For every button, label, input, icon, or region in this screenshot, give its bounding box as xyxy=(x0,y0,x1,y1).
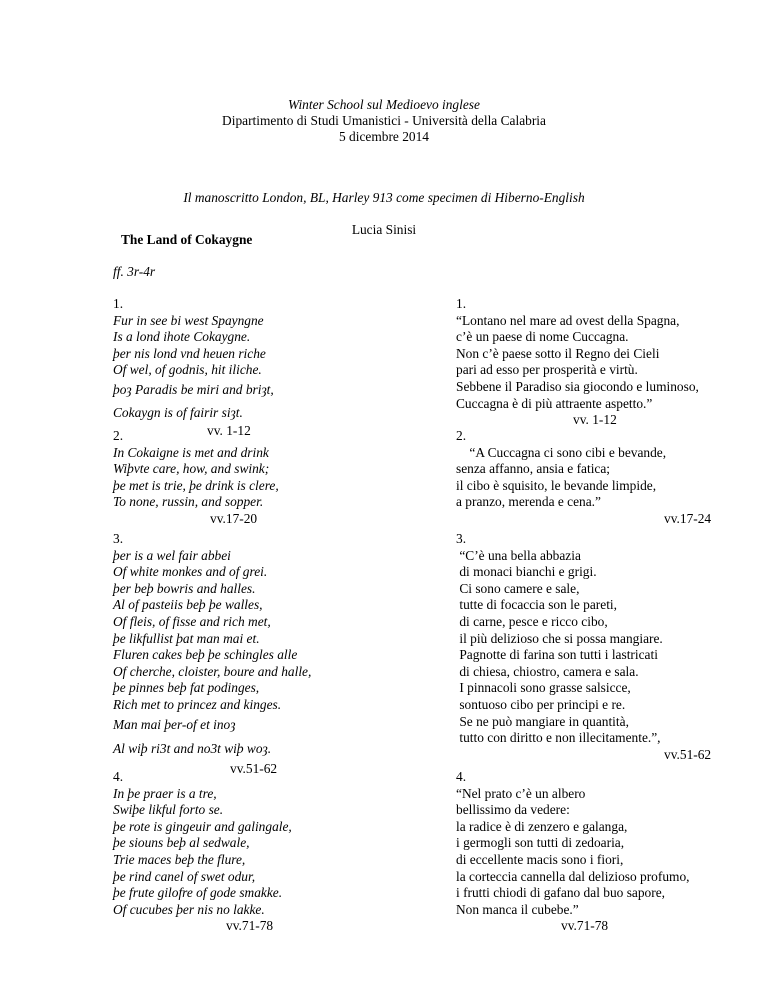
verse-line: Fur in see bi west Spayngne xyxy=(113,312,264,328)
verse-line: þer nis lond vnd heuen riche xyxy=(113,345,266,361)
translation-line: tutte di focaccia son le pareti, xyxy=(456,597,617,613)
verse-line: Wiþvte care, how, and swink; xyxy=(113,461,270,477)
stanza-number: 1. xyxy=(113,296,124,311)
translation-line: di carne, pesce e ricco cibo, xyxy=(456,613,608,629)
translation-line: senza affanno, ansia e fatica; xyxy=(456,461,611,477)
school-title: Winter School sul Medioevo inglese xyxy=(288,97,480,112)
translation-line: “A Cuccagna ci sono cibi e bevande, xyxy=(456,444,667,460)
verse-reference: vv.71-78 xyxy=(561,918,609,934)
verse-line: þoȝ Paradis be miri and briȝt, xyxy=(113,381,274,397)
translation-line: “Nel prato c’è un albero xyxy=(456,785,586,801)
author: Lucia Sinisi xyxy=(351,222,417,237)
stanza-number: 2. xyxy=(456,428,467,443)
translation-line: Cuccagna è di più attraente aspetto.” xyxy=(456,395,653,411)
folios: ff. 3r-4r xyxy=(113,264,156,279)
verse-line: Swiþe likful forto se. xyxy=(113,802,224,818)
translation-line: “Lontano nel mare ad ovest della Spagna, xyxy=(456,312,680,328)
verse-line: Fluren cakes beþ þe schingles alle xyxy=(113,647,298,663)
translation-line: tutto con diritto e non illecitamente.”, xyxy=(456,730,661,746)
translation-line: c’è un paese di nome Cuccagna. xyxy=(456,329,629,345)
verse-line: In þe praer is a tre, xyxy=(113,785,217,801)
date: 5 dicembre 2014 xyxy=(339,129,429,144)
stanza-2-original xyxy=(113,428,403,528)
translation-line: bellissimo da vedere: xyxy=(456,802,570,818)
verse-line: Of cherche, cloister, boure and halle, xyxy=(113,663,312,679)
verse-reference: vv.17-20 xyxy=(210,510,258,526)
poem-title: The Land of Cokaygne xyxy=(121,232,253,247)
verse-line: Of wel, of godnis, hit iliche. xyxy=(113,362,262,378)
translation-line: il cibo è squisito, le bevande limpide, xyxy=(456,477,657,493)
translation-line: Sebbene il Paradiso sia giocondo e luminoso, xyxy=(456,378,699,394)
translation-line: la radice è di zenzero e galanga, xyxy=(456,818,628,834)
translation-line: Non manca il cubebe.” xyxy=(456,901,579,917)
verse-line: þe rind canel of swet odur, xyxy=(113,868,256,884)
stanza-number: 3. xyxy=(113,531,124,546)
stanza-number: 1. xyxy=(456,296,467,311)
stanza-number: 2. xyxy=(113,428,124,443)
verse-line: Of fleis, of fisse and rich met, xyxy=(113,613,271,629)
verse-line: In Cokaigne is met and drink xyxy=(113,444,269,460)
verse-line: Of white monkes and of grei. xyxy=(113,564,268,580)
stanza-number: 4. xyxy=(113,769,124,784)
stanza-1-translation xyxy=(456,296,756,429)
lecture-subtitle: Il manoscritto London, BL, Harley 913 come specimen di Hiberno-English xyxy=(183,190,585,205)
translation-line: Ci sono camere e sale, xyxy=(456,580,580,596)
translation-line: “C’è una bella abbazia xyxy=(456,547,581,563)
verse-line: þe met is trie, þe drink is clere, xyxy=(113,477,279,493)
department: Dipartimento di Studi Umanistici - Università della Calabria xyxy=(222,113,546,128)
verse-reference: vv. 1-12 xyxy=(573,412,617,428)
stanza-2-translation xyxy=(456,428,756,528)
verse-line: To none, russin, and sopper. xyxy=(113,494,264,510)
translation-line: di eccellente macis sono i fiori, xyxy=(456,851,624,867)
verse-line: þe likfullist þat man mai et. xyxy=(113,630,260,646)
stanza-number: 3. xyxy=(456,531,467,546)
verse-line: Al wiþ ri3t and no3t wiþ woȝ. xyxy=(113,741,272,757)
translation-line: sontuoso cibo per principi e re. xyxy=(456,696,626,712)
translation-line: i germogli son tutti di zedoaria, xyxy=(456,835,625,851)
stanza-4-original xyxy=(113,769,403,935)
stanza-1-original xyxy=(113,296,403,440)
translation-line: i frutti chiodi di gafano dal buo sapore, xyxy=(456,885,665,901)
verse-line: þe rote is gingeuir and galingale, xyxy=(113,818,292,834)
verse-reference: vv.17-24 xyxy=(664,510,712,526)
verse-reference: vv.71-78 xyxy=(226,918,274,934)
verse-line: þe siouns beþ al sedwale, xyxy=(113,835,250,851)
verse-line: þe frute gilofre of gode smakke. xyxy=(113,885,283,901)
verse-line: þer beþ bowris and halles. xyxy=(113,580,256,596)
verse-line: Man mai þer-of et inoȝ xyxy=(113,716,236,732)
verse-line: Is a lond ihote Cokaygne. xyxy=(113,329,251,345)
verse-line: Al of pasteiis beþ þe walles, xyxy=(113,597,263,613)
translation-line: pari ad esso per prosperità e virtù. xyxy=(456,362,638,378)
verse-line: þer is a wel fair abbei xyxy=(113,547,231,563)
verse-line: þe pinnes beþ fat podinges, xyxy=(113,680,260,696)
translation-line: Pagnotte di farina son tutti i lastricati xyxy=(456,647,658,663)
verse-reference: vv.51-62 xyxy=(230,760,278,776)
verse-line: Trie maces beþ the flure, xyxy=(113,851,246,867)
verse-line: Of cucubes þer nis no lakke. xyxy=(113,901,265,917)
translation-line: a pranzo, merenda e cena.” xyxy=(456,494,601,510)
translation-line: I pinnacoli sono grasse salsicce, xyxy=(456,680,631,696)
verse-reference: vv.51-62 xyxy=(664,746,712,762)
stanza-3-original xyxy=(113,531,403,777)
translation-line: Non c’è paese sotto il Regno dei Cieli xyxy=(456,345,660,361)
translation-line: Se ne può mangiare in quantità, xyxy=(456,713,629,729)
verse-line: Rich met to princez and kinges. xyxy=(113,696,282,712)
translation-line: di chiesa, chiostro, camera e sala. xyxy=(456,663,639,679)
stanza-4-translation xyxy=(456,769,756,935)
stanza-number: 4. xyxy=(456,769,467,784)
translation-line: la corteccia cannella dal delizioso profumo, xyxy=(456,868,690,884)
stanza-3-translation xyxy=(456,531,756,763)
verse-line: Cokaygn is of fairir siȝt. xyxy=(113,404,243,420)
verse-reference: vv. 1-12 xyxy=(207,423,251,439)
translation-line: il più delizioso che si possa mangiare. xyxy=(456,630,663,646)
translation-line: di monaci bianchi e grigi. xyxy=(456,564,597,580)
